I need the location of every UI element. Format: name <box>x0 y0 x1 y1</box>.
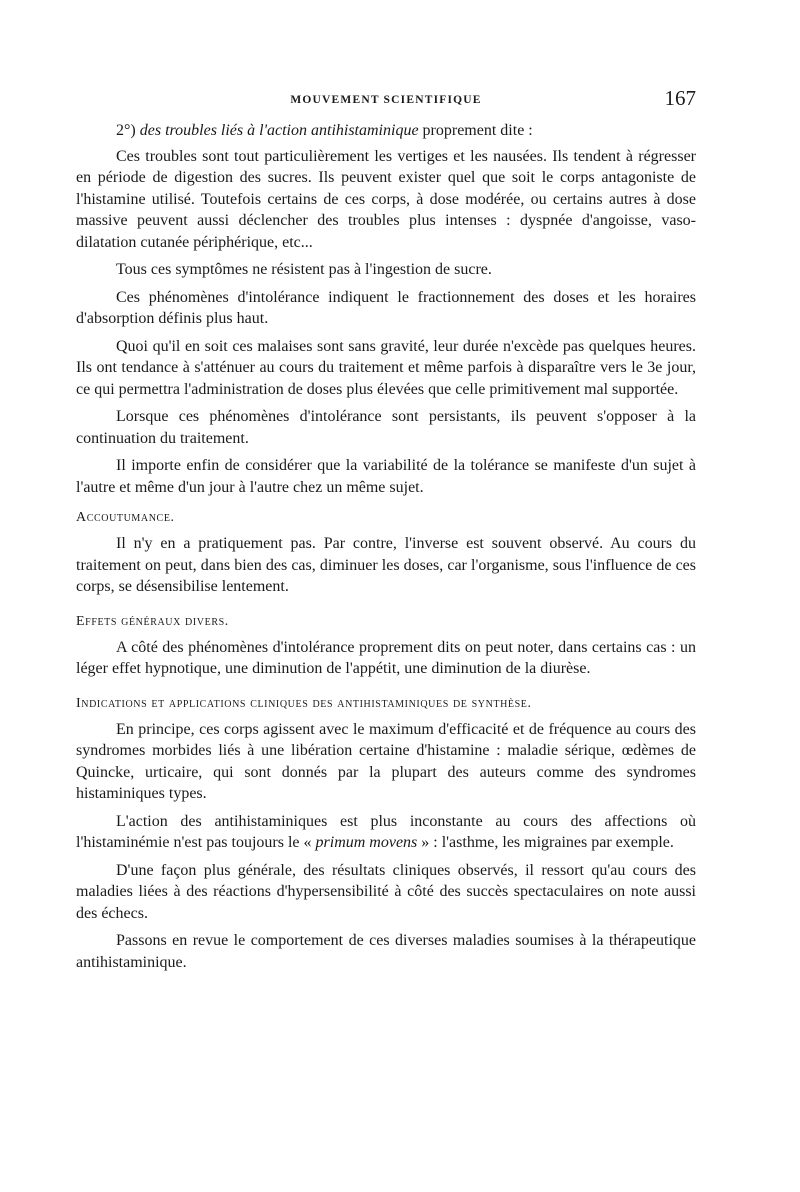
paragraph-action <box>76 811 696 854</box>
list-marker: 2°) <box>116 122 140 139</box>
paragraph-vertiges: Ces troubles sont tout particulièrement les vertiges et les nausées. Ils tendent à régresser en période de digestion des sucres. Ils peuvent exister quel que soit le corps antagoniste de l'histamine utilisé. Toutefois certains de ces corps, à dose modérée, ou certains autres à dose massive peuvent aussi déclencher des troubles plus intenses : dyspnée d'angoisse, vaso-dilatation cutanée périphérique, etc... <box>76 147 696 251</box>
paragraph-variabilite: Il importe enfin de considérer que la variabilité de la tolérance se manifeste d'un sujet à l'autre et même d'un jour à l'autre chez un même sujet. <box>76 457 696 496</box>
section-heading-accoutumance: Accoutumance. <box>76 510 175 525</box>
section-heading-indications: Indications et applications cliniques des antihistaminiques de synthèse. <box>76 695 532 711</box>
paragraph-symptomes: Tous ces symptômes ne résistent pas à l'ingestion de sucre. <box>116 261 492 278</box>
paragraph-text: proprement dite : <box>418 122 533 139</box>
page-number: 167 <box>664 86 696 110</box>
paragraph-generale: D'une façon plus générale, des résultats cliniques observés, il ressort qu'au cours des maladies liées à des réactions d'hypersensibilité à côté des succès spectaculaires on note aussi des échecs. <box>76 861 696 922</box>
italic-phrase: primum movens <box>315 834 418 851</box>
italic-phrase: des troubles liés à l'action antihistaminique <box>139 122 419 139</box>
paragraph-accoutumance: Il n'y en a pratiquement pas. Par contre, l'inverse est souvent observé. Au cours du traitement on peut, dans bien des cas, diminuer les doses, car l'organisme, sous l'influence de ces corps, se désensibilise lentement. <box>76 535 696 595</box>
paragraph-malaises: Quoi qu'il en soit ces malaises sont sans gravité, leur durée n'excède pas quelques heures. Ils ont tendance à s'atténuer au cours du traitement et même parfois à disparaître vers le 3e jour, ce qui permettra l'administration de doses plus élevées que celle primitivement mal supportée. <box>76 337 696 398</box>
paragraph-revue: Passons en revue le comportement de ces diverses maladies soumises à la thérapeutique antihistaminique. <box>76 932 696 971</box>
paragraph-troubles-intro <box>76 120 696 142</box>
paragraph-effets: A côté des phénomènes d'intolérance proprement dits on peut noter, dans certains cas : un léger effet hypnotique, une diminution de l'appétit, une diminution de la diurèse. <box>76 638 696 677</box>
paragraph-principe: En principe, ces corps agissent avec le maximum d'efficacité et de fréquence au cours des syndromes morbides liés à une libération certaine d'histamine : maladie sérique, œdèmes de Quincke, urticaire, qui sont donnés par la plupart des auteurs comme des syndromes histaminiques types. <box>76 720 696 802</box>
paragraph-intolerance: Ces phénomènes d'intolérance indiquent le fractionnement des doses et les horaires d'absorption définis plus haut. <box>76 288 696 327</box>
section-heading-effets: Effets généraux divers. <box>76 613 229 629</box>
paragraph-text: L'action des antihistaminiques est plus inconstante au cours des affections où l'histaminémie n'est pas toujours le « <box>76 812 696 851</box>
paragraph-text: » : l'asthme, les migraines par exemple. <box>417 834 674 851</box>
book-page <box>76 86 696 979</box>
paragraph-persistants: Lorsque ces phénomènes d'intolérance sont persistants, ils peuvent s'opposer à la continuation du traitement. <box>76 408 696 447</box>
running-head <box>76 86 696 116</box>
running-title: MOUVEMENT SCIENTIFIQUE <box>290 94 482 106</box>
